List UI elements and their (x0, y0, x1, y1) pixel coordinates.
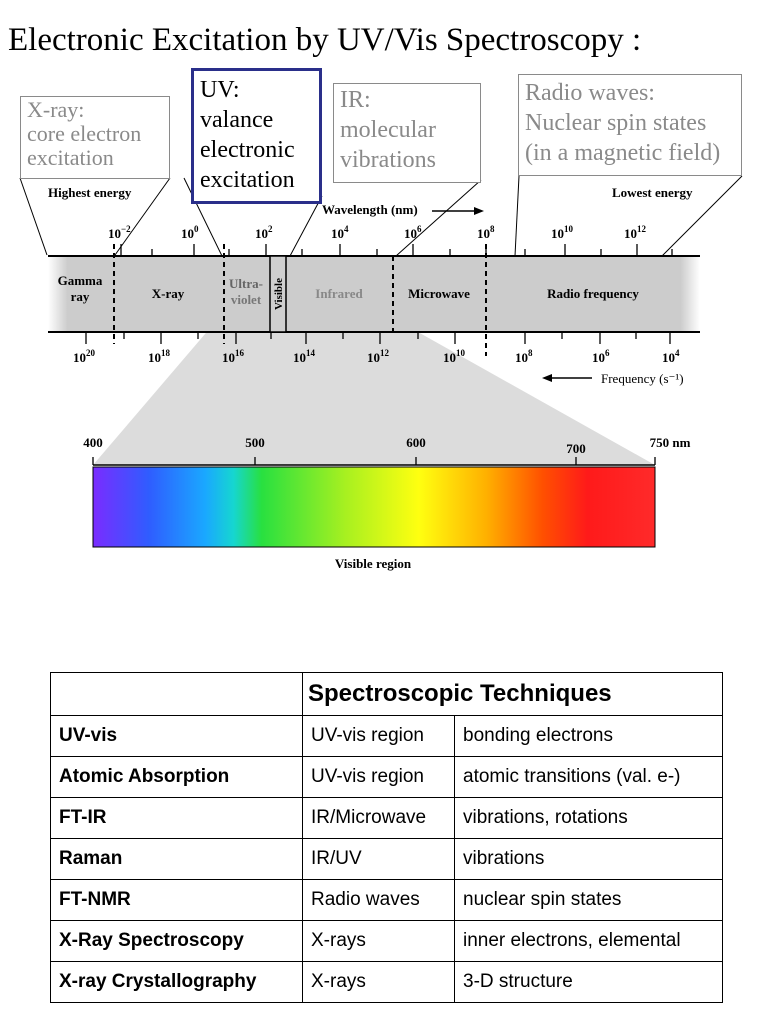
fr-tick-label: $10^6$ (592, 348, 610, 365)
callout-radio (518, 74, 742, 176)
visible-color-spectrum (93, 467, 655, 547)
technique-cell: Raman (51, 839, 303, 880)
frequency-axis-label: Frequency (s⁻¹) (601, 371, 684, 386)
region-uv-line2: violet (230, 292, 262, 307)
fr-tick-label: $10^8$ (515, 348, 533, 365)
wl-tick-label: $10^{-2}$ (108, 224, 131, 241)
table-header-row (51, 673, 723, 716)
callout-line: molecular (340, 117, 436, 143)
callout-line: core electron (27, 121, 142, 146)
probes-cell: atomic transitions (val. e-) (455, 757, 723, 798)
wavelength-tick-marks (121, 244, 672, 256)
visible-region-caption: Visible region (334, 556, 412, 571)
region-cell: X-rays (303, 921, 455, 962)
probes-cell: vibrations (455, 839, 723, 880)
leader-uv-right (290, 196, 322, 256)
fr-tick-label: $10^{10}$ (443, 348, 465, 365)
vis-tick-label: 750 nm (649, 435, 691, 450)
fr-tick-label: $10^{18}$ (148, 348, 170, 365)
vis-tick-label: 700 (566, 441, 586, 456)
region-visible: Visible (273, 278, 285, 310)
probes-cell: vibrations, rotations (455, 798, 723, 839)
highest-energy-label: Highest energy (48, 185, 132, 200)
region-cell: UV-vis region (303, 757, 455, 798)
table-row (51, 839, 723, 880)
wl-tick-label: $10^6$ (404, 224, 422, 241)
lowest-energy-label: Lowest energy (612, 185, 693, 200)
wl-tick-label: $10^4$ (331, 224, 349, 241)
fr-tick-label: $10^4$ (662, 348, 680, 365)
callout-line: vibrations (340, 147, 436, 173)
fr-tick-label: $10^{14}$ (293, 348, 315, 365)
callout-line: Radio waves: (525, 80, 655, 106)
callout-ir (333, 83, 481, 183)
region-cell: Radio waves (303, 880, 455, 921)
leader-ir-right (396, 180, 481, 256)
frequency-arrowhead (542, 374, 552, 382)
table-row (51, 716, 723, 757)
technique-cell: X-Ray Spectroscopy (51, 921, 303, 962)
wl-tick-label: $10^{12}$ (624, 224, 646, 241)
probes-cell: 3-D structure (455, 962, 723, 1003)
fr-tick-label: $10^{20}$ (73, 348, 95, 365)
table-row (51, 962, 723, 1003)
leader-radio-left (515, 176, 519, 256)
wl-tick-label: $10^8$ (477, 224, 495, 241)
vis-tick-label: 400 (83, 435, 103, 450)
table-row (51, 921, 723, 962)
region-infrared: Infrared (315, 286, 363, 301)
table-row (51, 798, 723, 839)
leader-xray-left (20, 178, 47, 255)
technique-cell: Atomic Absorption (51, 757, 303, 798)
callout-line: (in a magnetic field) (525, 140, 721, 166)
wavelength-tick-labels (108, 224, 647, 241)
vis-tick-label: 600 (406, 435, 426, 450)
callout-xray (20, 96, 170, 179)
probes-cell: bonding electrons (455, 716, 723, 757)
callout-line: Nuclear spin states (525, 110, 707, 136)
callout-line: excitation (200, 167, 295, 193)
wl-tick-label: $10^2$ (255, 224, 273, 241)
region-xray: X-ray (151, 286, 185, 301)
wl-tick-label: $10^{10}$ (551, 224, 573, 241)
region-gamma: Gamma (57, 273, 103, 288)
wavelength-axis-label: Wavelength (nm) (322, 202, 418, 217)
probes-cell: inner electrons, elemental (455, 921, 723, 962)
vis-tick-label: 500 (245, 435, 265, 450)
technique-cell: FT-IR (51, 798, 303, 839)
technique-cell: X-ray Crystallography (51, 962, 303, 1003)
technique-cell: FT-NMR (51, 880, 303, 921)
callout-line: excitation (27, 145, 114, 170)
wl-tick-label: $10^0$ (181, 224, 199, 241)
region-uv: Ultra- (229, 276, 263, 291)
callout-line: X-ray: (27, 97, 85, 122)
callout-line: UV: (200, 77, 240, 103)
callout-line: valance (200, 107, 274, 133)
callout-line: electronic (200, 137, 295, 163)
wavelength-arrowhead (474, 207, 484, 215)
region-cell: UV-vis region (303, 716, 455, 757)
table-row (51, 880, 723, 921)
region-gamma-line2: ray (70, 289, 90, 304)
region-cell: X-rays (303, 962, 455, 1003)
spectroscopic-techniques-table (50, 672, 723, 1003)
table-row (51, 757, 723, 798)
region-cell: IR/UV (303, 839, 455, 880)
probes-cell: nuclear spin states (455, 880, 723, 921)
fr-tick-label: $10^{16}$ (222, 348, 244, 365)
callout-line: IR: (340, 87, 371, 113)
region-cell: IR/Microwave (303, 798, 455, 839)
page-title: Electronic Excitation by UV/Vis Spectroscopy : (8, 22, 642, 58)
region-radio: Radio frequency (547, 286, 639, 301)
table-title: Spectroscopic Techniques (303, 673, 723, 716)
table-header-blank (51, 673, 303, 716)
callout-uv (191, 68, 322, 204)
region-microwave: Microwave (408, 286, 470, 301)
fr-tick-label: $10^{12}$ (367, 348, 389, 365)
technique-cell: UV-vis (51, 716, 303, 757)
frequency-tick-labels (73, 348, 680, 365)
